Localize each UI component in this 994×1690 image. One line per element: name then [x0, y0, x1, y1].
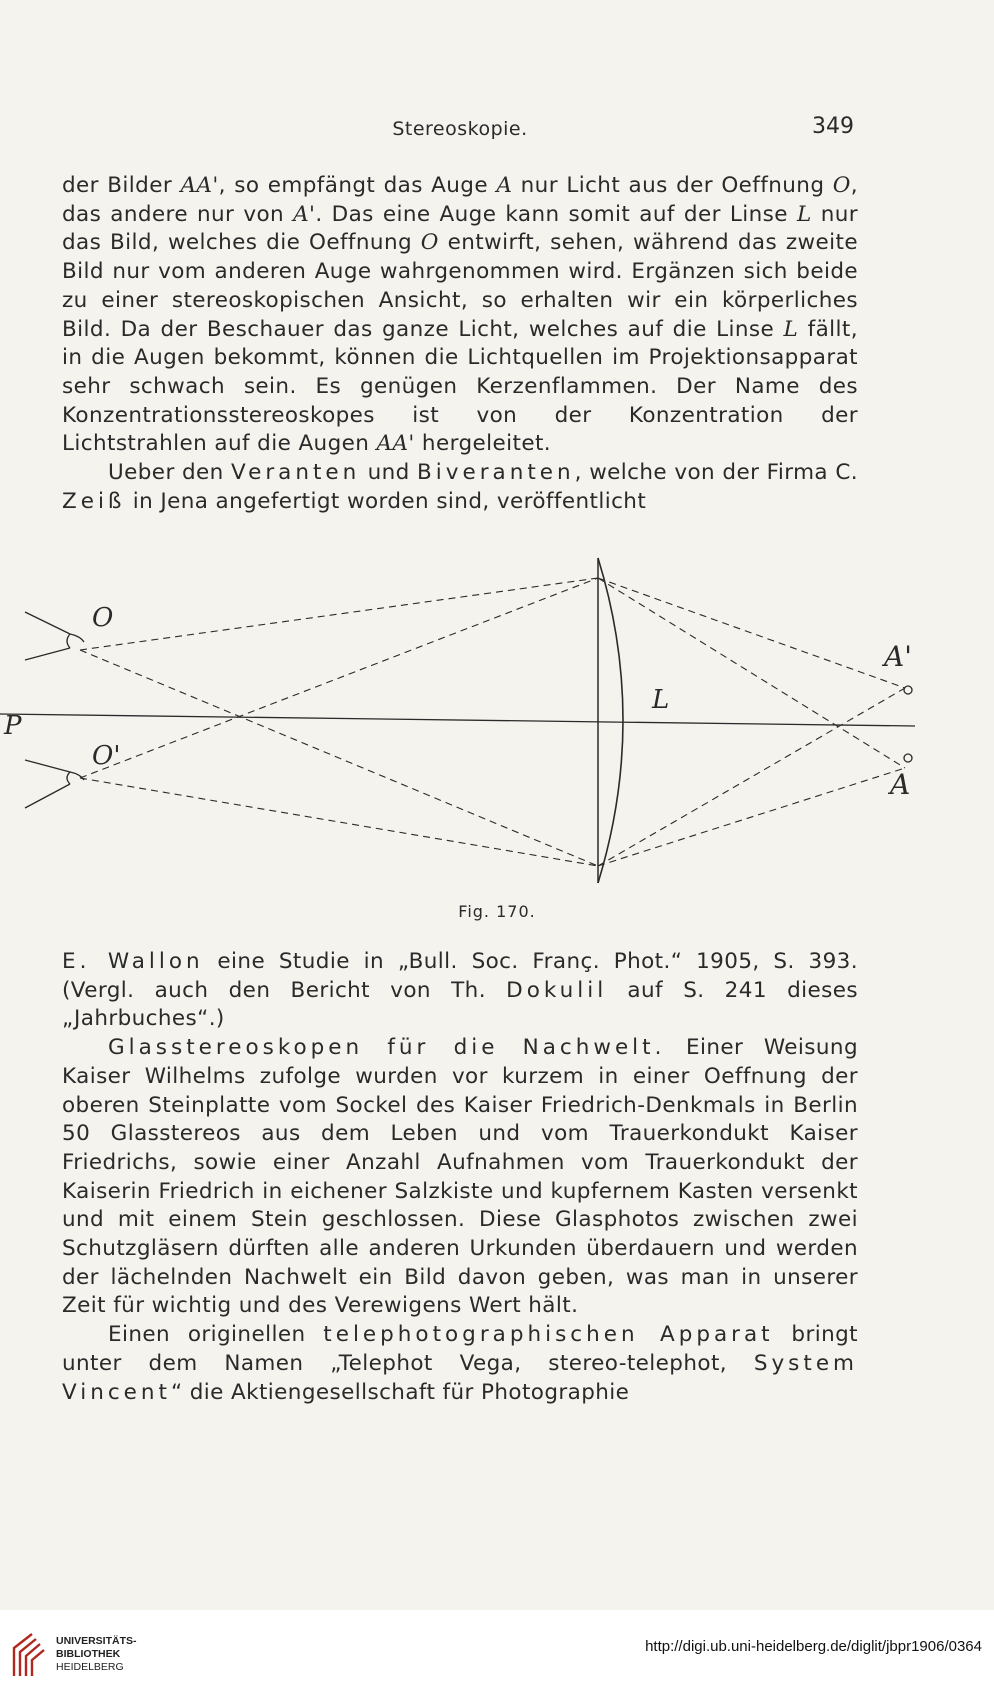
spaced-heading: Glasstereoskopen für die Nachwelt.	[108, 1035, 666, 1061]
spaced-term: System Vincent	[62, 1350, 858, 1405]
symbol: O	[832, 173, 851, 198]
label-p: P	[4, 711, 22, 741]
library-logo[interactable]	[10, 1630, 210, 1680]
label-o: O	[92, 603, 114, 633]
spaced-term: telephotographischen Apparat	[323, 1322, 774, 1348]
page-number: 349	[812, 114, 854, 139]
label-a: A	[890, 768, 911, 801]
spaced-term: E. Wallon	[62, 949, 204, 974]
paragraph-5: Einen originellen telephotographischen Apparat bringt unter dem Namen „Telephot Vega, stereo-telephot, System Vincent“ die Aktiengesellschaft für Photographie	[62, 1322, 858, 1405]
optical-axis	[0, 714, 915, 726]
symbol: AA'	[180, 173, 219, 198]
symbol: L	[783, 316, 799, 342]
text-block-upper	[62, 172, 858, 516]
eye-upper	[25, 612, 84, 660]
spaced-term: Biveranten	[417, 460, 575, 486]
symbol: A	[496, 173, 513, 198]
spaced-term: Veranten	[231, 460, 361, 486]
footer-bar	[0, 1610, 994, 1690]
text-block-lower	[62, 948, 858, 1407]
eye-lower	[25, 760, 84, 808]
label-l: L	[652, 685, 670, 715]
paragraph-3: E. Wallon eine Studie in „Bull. Soc. Franç. Phot.“ 1905, S. 393. (Vergl. auch den Bericht von Th. Dokulil auf S. 241 dieses „Jahrbuches“.)	[62, 949, 859, 1032]
source-url-link[interactable]: http://digi.ub.uni-heidelberg.de/diglit/jbpr1906/0364	[645, 1638, 982, 1655]
figure-170	[0, 548, 994, 893]
paragraph-2: Ueber den Veranten und Biveranten, welche von der Firma C. Zeiß in Jena angefertigt worden sind, veröffentlicht	[62, 460, 858, 514]
symbol: L	[796, 201, 812, 227]
running-head: Stereoskopie.	[392, 118, 528, 140]
spaced-term: Dokulil	[506, 977, 608, 1003]
paragraph-1: der Bilder AA', so empfängt das Auge A nur Licht aus der Oeffnung O, das andere nur von A'. Das eine Auge kann somit auf der Linse L nur das Bild, welches die Oeffnung O entwirft, sehen, während das zweite Bild nur vom anderen Auge wahrgenommen wird. Ergänzen sich beide zu einer stereoskopischen Ansicht, so erhalten wir ein körperliches Bild. Da der Beschauer das ganze Licht, welches auf die Linse L fällt, in die Augen bekommt, können die Lichtquellen im Projektionsapparat sehr schwach sein. Es genügen Kerzenflammen. Der Name des Konzentrationsstereoskopes ist von der Konzentration der Lichtstrahlen auf die Augen AA' hergeleitet.	[62, 173, 859, 457]
library-logo-icon	[10, 1630, 50, 1680]
point-a-prime	[904, 686, 912, 694]
library-logo-text: UNIVERSITÄTS- BIBLIOTHEK HEIDELBERG	[56, 1635, 137, 1673]
paragraph-4: Glasstereoskopen für die Nachwelt. Einer Weisung Kaiser Wilhelms zufolge wurden vor kurzem in einer Oeffnung der oberen Steinplatte vom Sockel des Kaiser Friedrich-Denkmals in Berlin 50 Glasstereos aus dem Leben und vom Trauerkondukt Kaiser Friedrichs, sowie einer Anzahl Aufnahmen vom Trauerkondukt der Kaiserin Friedrich in eichener Salzkiste und kupfernem Kasten versenkt und mit einem Stein geschlossen. Diese Glasphotos zwischen zwei Schutzgläsern dürften alle anderen Urkunden überdauern und werden der lächelnden Nachwelt ein Bild davon geben, was man in unserer Zeit für wichtig und des Verewigens Wert hält.	[62, 1035, 858, 1319]
label-a-prime: A'	[884, 640, 912, 673]
optical-diagram	[0, 548, 994, 893]
symbol: O	[420, 230, 439, 256]
symbol: AA'	[376, 431, 415, 457]
symbol: A'	[293, 201, 316, 227]
point-a	[904, 754, 912, 762]
label-o-prime: O'	[92, 741, 121, 771]
page-header	[62, 114, 858, 148]
lens-curve	[598, 558, 623, 883]
dashed-rays	[80, 578, 905, 866]
figure-caption: Fig. 170.	[458, 902, 536, 921]
spaced-term: Zeiß	[62, 488, 126, 514]
